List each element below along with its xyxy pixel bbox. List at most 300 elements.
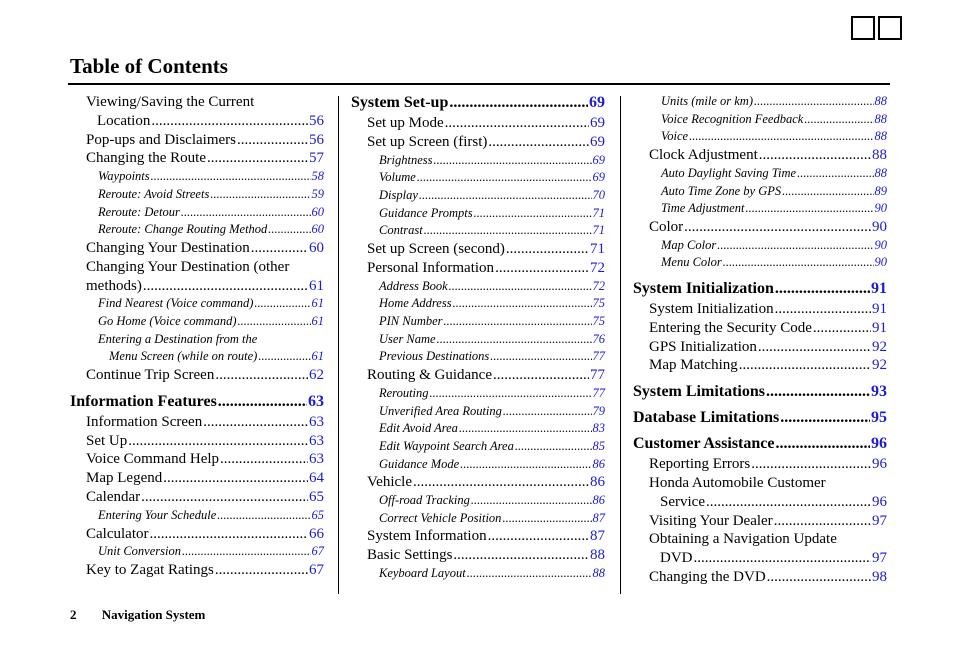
toc-entry-title: System Limitations (633, 383, 765, 401)
toc-page-link[interactable]: 63 (309, 413, 324, 430)
toc-page-link[interactable]: 69 (590, 115, 605, 131)
toc-page-link[interactable]: 86 (590, 474, 605, 491)
toc-entry[interactable] (70, 313, 324, 331)
toc-entry[interactable] (70, 488, 324, 507)
toc-entry[interactable] (351, 348, 605, 366)
toc-entry-title: Entering the Security Code (649, 319, 812, 336)
dot-leader (215, 366, 308, 385)
toc-entry[interactable] (633, 455, 887, 474)
toc-entry-title: Color (649, 218, 684, 235)
dot-leader (775, 300, 871, 319)
toc-entry-title: Routing & Guidance (367, 367, 492, 384)
toc-entry[interactable] (633, 218, 887, 237)
toc-entry[interactable] (70, 543, 324, 561)
footer-page-number: 2 (70, 607, 77, 622)
toc-entry[interactable] (351, 565, 605, 583)
toc-page-link[interactable]: 88 (874, 129, 887, 144)
toc-entry-title: Continue Trip Screen (86, 367, 215, 384)
toc-entry (633, 530, 887, 549)
dot-leader (723, 254, 874, 272)
toc-page-link[interactable]: 65 (311, 507, 324, 522)
toc-page-link[interactable]: 88 (590, 547, 605, 564)
dot-leader (453, 295, 592, 313)
toc-entry (633, 474, 887, 493)
toc-entry[interactable] (633, 549, 887, 568)
toc-entry[interactable] (70, 221, 324, 239)
toc-page-link[interactable]: 60 (311, 222, 324, 237)
toc-page-link[interactable]: 69 (590, 133, 605, 150)
toc-page-link[interactable]: 86 (592, 493, 605, 508)
toc-entry-title: Map Matching (649, 357, 738, 374)
dot-leader (217, 507, 310, 525)
toc-page-link[interactable]: 69 (592, 152, 605, 167)
toc-entry-title: Reporting Errors (649, 456, 751, 473)
toc-entry-title: Basic Settings (367, 547, 453, 564)
toc-entry-title: methods) (86, 277, 142, 294)
page-nav-boxes (851, 16, 902, 40)
toc-entry[interactable] (351, 527, 605, 546)
dot-leader (268, 221, 310, 239)
toc-entry[interactable] (633, 237, 887, 255)
toc-page-link[interactable]: 88 (874, 94, 887, 108)
toc-entry[interactable] (70, 186, 324, 204)
dot-leader (774, 512, 871, 531)
dot-leader (493, 366, 589, 385)
toc-entry[interactable] (351, 187, 605, 205)
toc-entry[interactable] (70, 204, 324, 222)
dot-leader (220, 450, 308, 469)
next-page-button[interactable] (878, 16, 902, 40)
dot-leader (238, 313, 311, 331)
toc-entry (70, 93, 324, 112)
toc-entry-title: Changing the DVD (649, 569, 766, 586)
toc-entry-title: Set Up (86, 432, 128, 449)
toc-column-1 (70, 93, 324, 580)
toc-entry[interactable] (70, 277, 324, 296)
dot-leader (207, 149, 308, 168)
toc-entry-title: Reroute: Avoid Streets (98, 186, 210, 201)
toc-page-link[interactable]: 88 (874, 165, 887, 180)
toc-page-link[interactable]: 96 (871, 435, 887, 453)
dot-leader (797, 165, 873, 183)
dot-leader (413, 473, 589, 492)
toc-entry-title: Display (379, 187, 418, 202)
dot-leader (515, 438, 592, 456)
dot-leader (474, 205, 592, 223)
toc-page-link[interactable]: 63 (308, 392, 324, 410)
toc-entry-title: Units (mile or km) (661, 94, 753, 108)
dot-leader (706, 493, 871, 512)
toc-entry-title: Changing Your Destination (86, 239, 250, 256)
dot-leader (754, 93, 874, 111)
toc-entry-title: Calendar (86, 489, 141, 506)
toc-entry[interactable] (633, 128, 887, 146)
dot-leader (430, 385, 592, 403)
toc-entry[interactable] (351, 240, 605, 259)
toc-section-heading[interactable] (633, 382, 887, 401)
toc-entry[interactable] (70, 149, 324, 168)
dot-leader (251, 239, 308, 258)
dot-leader (506, 240, 589, 259)
dot-leader (488, 133, 589, 152)
toc-entry-title: Voice Command Help (86, 451, 220, 468)
toc-entry-title: System Initialization (649, 301, 774, 318)
toc-entry[interactable] (70, 507, 324, 525)
toc-page-link[interactable]: 71 (590, 241, 605, 258)
toc-page-link[interactable]: 69 (589, 94, 605, 111)
toc-entry-title: Voice Recognition Feedback (661, 111, 804, 126)
toc-page-link[interactable]: 75 (592, 314, 605, 328)
dot-leader (449, 278, 592, 296)
toc-page-link[interactable]: 75 (592, 296, 605, 311)
toc-page-link[interactable]: 85 (592, 438, 605, 453)
dot-leader (151, 112, 308, 131)
toc-page-link[interactable]: 63 (309, 451, 324, 468)
toc-page-link[interactable]: 90 (874, 255, 887, 270)
toc-entry-title: Waypoints (98, 169, 150, 184)
toc-page-link[interactable]: 63 (309, 432, 324, 449)
toc-entry-title: Viewing/Saving the Current (86, 94, 255, 110)
toc-entry-title: Information Screen (86, 413, 203, 430)
toc-entry[interactable] (633, 183, 887, 201)
toc-page-link[interactable]: 61 (311, 349, 324, 364)
toc-entry[interactable] (351, 133, 605, 152)
toc-entry[interactable] (633, 111, 887, 129)
toc-entry[interactable] (633, 300, 887, 319)
toc-entry[interactable] (351, 492, 605, 510)
toc-entry[interactable] (633, 319, 887, 338)
toc-entry[interactable] (70, 295, 324, 313)
toc-entry[interactable] (351, 473, 605, 492)
toc-page-link[interactable]: 98 (872, 569, 887, 586)
toc-entry-title: Set up Screen (second) (367, 241, 505, 258)
toc-entry-title: Map Color (661, 237, 717, 252)
dot-leader (210, 186, 310, 204)
toc-entry[interactable] (351, 295, 605, 313)
toc-entry[interactable] (633, 93, 887, 111)
toc-page-link[interactable]: 70 (592, 187, 605, 202)
toc-page-link[interactable]: 62 (309, 367, 324, 384)
toc-page-link[interactable]: 95 (871, 409, 887, 427)
toc-page-link[interactable]: 90 (872, 218, 887, 235)
toc-entry-title: User Name (379, 331, 436, 346)
toc-page-link[interactable]: 61 (311, 296, 324, 311)
toc-entry[interactable] (351, 385, 605, 403)
dot-leader (467, 565, 592, 583)
toc-page-link[interactable]: 91 (871, 280, 887, 298)
toc-entry-title: Edit Waypoint Search Area (379, 438, 514, 453)
toc-entry-title: Find Nearest (Voice command) (98, 296, 254, 311)
toc-entry (70, 331, 324, 349)
dot-leader (684, 218, 871, 237)
toc-page-link[interactable]: 71 (592, 205, 605, 220)
toc-entry[interactable] (633, 512, 887, 531)
toc-entry-title: Unverified Area Routing (379, 403, 502, 418)
toc-entry-title: Pop-ups and Disclaimers (86, 131, 236, 148)
page-title: Table of Contents (70, 54, 228, 78)
dot-leader (471, 492, 592, 510)
toc-entry[interactable] (351, 114, 605, 133)
toc-entry-title: Set up Mode (367, 115, 444, 131)
toc-page-link[interactable]: 67 (309, 562, 324, 579)
toc-page-link[interactable]: 83 (592, 421, 605, 436)
toc-entry[interactable] (633, 356, 887, 375)
dot-leader (163, 469, 308, 488)
dot-leader (460, 456, 591, 474)
toc-section-heading[interactable] (633, 434, 887, 453)
toc-entry-title: Entering a Destination from the (98, 331, 258, 346)
toc-entry-title: Reroute: Detour (98, 204, 180, 219)
toc-entry-title: Auto Daylight Saving Time (661, 165, 797, 180)
toc-page-link[interactable]: 67 (311, 544, 324, 559)
dot-leader (766, 382, 870, 401)
dot-leader (141, 488, 308, 507)
dot-leader (694, 549, 872, 568)
toc-page-link[interactable]: 97 (872, 550, 887, 567)
toc-page-link[interactable]: 86 (592, 456, 605, 471)
toc-entry-title: Home Address (379, 296, 452, 311)
toc-entry[interactable] (351, 403, 605, 421)
toc-page-link[interactable]: 88 (872, 147, 887, 164)
toc-page-link[interactable]: 56 (309, 112, 324, 129)
dot-leader (215, 561, 308, 580)
toc-entry (70, 258, 324, 277)
dot-leader (767, 568, 871, 587)
dot-leader (453, 546, 589, 565)
toc-entry-title: Auto Time Zone by GPS (661, 183, 782, 198)
toc-page-link[interactable]: 79 (592, 403, 605, 418)
toc-entry[interactable] (351, 222, 605, 240)
toc-entry[interactable] (633, 200, 887, 218)
toc-page-link[interactable]: 90 (874, 201, 887, 216)
toc-page-link[interactable]: 89 (874, 183, 887, 198)
toc-entry-title: Changing Your Destination (other (86, 258, 290, 275)
dot-leader (151, 168, 311, 186)
dot-leader (437, 331, 592, 349)
dot-leader (495, 259, 589, 278)
toc-page-link[interactable]: 93 (871, 383, 887, 401)
toc-entry[interactable] (351, 331, 605, 349)
toc-entry-title: Set up Screen (first) (367, 133, 488, 150)
toc-entry[interactable] (351, 205, 605, 223)
toc-entry-title: Service (660, 493, 705, 510)
toc-entry-title: Menu Color (661, 255, 722, 270)
toc-page-link[interactable]: 88 (874, 111, 887, 126)
dot-leader (237, 131, 308, 150)
toc-entry-title: Key to Zagat Ratings (86, 562, 214, 579)
toc-page-link[interactable]: 58 (311, 169, 324, 184)
dot-leader (449, 93, 588, 112)
toc-page-link[interactable]: 92 (872, 338, 887, 355)
toc-entry-title: Off-road Tracking (379, 493, 470, 508)
dot-leader (502, 510, 591, 528)
dot-leader (745, 200, 873, 218)
toc-entry-title: Volume (379, 170, 416, 185)
toc-entry[interactable] (70, 131, 324, 150)
toc-entry-title: Location (97, 112, 151, 129)
toc-entry-title: Database Limitations (633, 409, 780, 427)
toc-entry-title: Map Legend (86, 470, 163, 487)
toc-entry-title: DVD (660, 550, 693, 567)
toc-entry[interactable] (351, 420, 605, 438)
dot-leader (717, 237, 873, 255)
toc-entry-title: Menu Screen (while on route) (109, 349, 258, 364)
toc-entry-title: Reroute: Change Routing Method (98, 222, 268, 237)
toc-entry[interactable] (351, 366, 605, 385)
toc-entry[interactable] (351, 546, 605, 565)
toc-page-link[interactable]: 77 (590, 367, 605, 384)
dot-leader (804, 111, 873, 129)
toc-page-link[interactable]: 60 (309, 239, 324, 256)
toc-page-link[interactable]: 71 (592, 223, 605, 238)
toc-entry[interactable] (70, 561, 324, 580)
footer-section-name: Navigation System (101, 607, 206, 622)
dot-leader (503, 403, 592, 421)
toc-page-link[interactable]: 90 (874, 237, 887, 252)
dot-leader (203, 413, 308, 432)
toc-entry[interactable] (351, 313, 605, 331)
dot-leader (143, 277, 308, 296)
toc-entry-title: Previous Destinations (379, 349, 490, 364)
toc-entry-title: Edit Avoid Area (379, 421, 458, 436)
toc-entry-title: Rerouting (379, 385, 429, 400)
dot-leader (417, 169, 592, 187)
toc-entry[interactable] (351, 152, 605, 170)
toc-entry-title: System Initialization (633, 280, 774, 298)
toc-entry[interactable] (351, 456, 605, 474)
toc-entry-title: Guidance Mode (379, 456, 460, 471)
dot-leader (689, 128, 873, 146)
toc-section-heading[interactable] (633, 279, 887, 298)
dot-leader (488, 527, 589, 546)
dot-leader (459, 420, 592, 438)
toc-entry-title: Personal Information (367, 259, 495, 276)
dot-leader (758, 338, 871, 357)
toc-entry[interactable] (633, 146, 887, 165)
toc-page-link[interactable]: 96 (872, 493, 887, 510)
toc-page-link[interactable]: 64 (309, 470, 324, 487)
toc-entry-title: System Information (367, 528, 487, 545)
toc-entry-title: System Set-up (351, 94, 449, 111)
toc-entry-title: Go Home (Voice command) (98, 314, 237, 329)
toc-column-3 (633, 93, 887, 587)
toc-entry[interactable] (633, 493, 887, 512)
toc-entry[interactable] (70, 525, 324, 544)
dot-leader (258, 348, 310, 366)
toc-page-link[interactable]: 65 (309, 489, 324, 506)
toc-entry[interactable] (70, 239, 324, 258)
prev-page-button[interactable] (851, 16, 875, 40)
toc-entry[interactable] (70, 348, 324, 366)
toc-entry[interactable] (70, 112, 324, 131)
toc-page-link[interactable]: 69 (592, 170, 605, 185)
toc-entry[interactable] (70, 450, 324, 469)
toc-entry-title: Correct Vehicle Position (379, 510, 502, 525)
dot-leader (433, 152, 591, 170)
toc-entry[interactable] (351, 169, 605, 187)
toc-page-link[interactable]: 87 (590, 528, 605, 545)
toc-entry-title: Entering Your Schedule (98, 507, 217, 522)
toc-entry-title: Unit Conversion (98, 544, 181, 559)
toc-entry[interactable] (633, 165, 887, 183)
toc-page-link[interactable]: 76 (592, 331, 605, 346)
page-footer (70, 607, 205, 623)
toc-page-link[interactable]: 61 (311, 314, 324, 329)
dot-leader (424, 222, 592, 240)
toc-entry[interactable] (351, 438, 605, 456)
toc-entry[interactable] (70, 168, 324, 186)
dot-leader (182, 543, 311, 561)
toc-entry[interactable] (633, 568, 887, 587)
toc-page-link[interactable]: 77 (592, 385, 605, 400)
dot-leader (759, 146, 871, 165)
toc-section-heading[interactable] (351, 93, 605, 112)
dot-leader (419, 187, 592, 205)
toc-page-link[interactable]: 88 (592, 566, 605, 581)
toc-entry-title: Vehicle (367, 474, 412, 491)
dot-leader (780, 408, 870, 427)
toc-entry-title: Voice (661, 129, 689, 144)
toc-section-heading[interactable] (70, 392, 324, 411)
toc-page-link[interactable]: 72 (592, 278, 605, 293)
toc-entry-title: GPS Initialization (649, 338, 757, 355)
toc-entry[interactable] (70, 413, 324, 432)
toc-page-link[interactable]: 92 (872, 357, 887, 374)
toc-page-link[interactable]: 96 (872, 456, 887, 473)
toc-page-link[interactable]: 56 (309, 131, 324, 148)
toc-entry-title: Clock Adjustment (649, 147, 758, 164)
toc-page-link[interactable]: 66 (309, 525, 324, 542)
toc-page-link[interactable]: 97 (872, 512, 887, 529)
dot-leader (128, 432, 308, 451)
toc-entry[interactable] (351, 510, 605, 528)
toc-entry[interactable] (70, 469, 324, 488)
toc-page-link[interactable]: 60 (311, 204, 324, 219)
toc-section-heading[interactable] (633, 408, 887, 427)
dot-leader (490, 348, 591, 366)
dot-leader (181, 204, 311, 222)
dot-leader (444, 313, 592, 331)
toc-entry-title: Guidance Prompts (379, 205, 473, 220)
toc-entry-title: Honda Automobile Customer (649, 475, 826, 492)
toc-page-link[interactable]: 57 (309, 150, 324, 167)
toc-page-link[interactable]: 72 (590, 259, 605, 276)
toc-entry[interactable] (633, 338, 887, 357)
toc-entry-title: Address Book (379, 278, 448, 293)
toc-page-link[interactable]: 61 (309, 277, 324, 294)
title-rule (68, 83, 890, 85)
toc-entry[interactable] (70, 432, 324, 451)
dot-leader (751, 455, 871, 474)
toc-page-link[interactable]: 91 (872, 319, 887, 336)
toc-page-link[interactable]: 87 (592, 510, 605, 525)
toc-entry[interactable] (633, 254, 887, 272)
toc-page-link[interactable]: 77 (592, 349, 605, 364)
toc-entry-title: PIN Number (379, 314, 443, 328)
dot-leader (813, 319, 871, 338)
toc-entry[interactable] (351, 259, 605, 278)
toc-page-link[interactable]: 59 (311, 186, 324, 201)
toc-entry-title: Time Adjustment (661, 201, 745, 216)
dot-leader (254, 295, 310, 313)
dot-leader (782, 183, 873, 201)
toc-page-link[interactable]: 91 (872, 301, 887, 318)
dot-leader (445, 114, 589, 133)
toc-entry[interactable] (70, 366, 324, 385)
column-divider (338, 96, 339, 594)
toc-entry[interactable] (351, 278, 605, 296)
toc-entry-title: Obtaining a Navigation Update (649, 531, 837, 548)
